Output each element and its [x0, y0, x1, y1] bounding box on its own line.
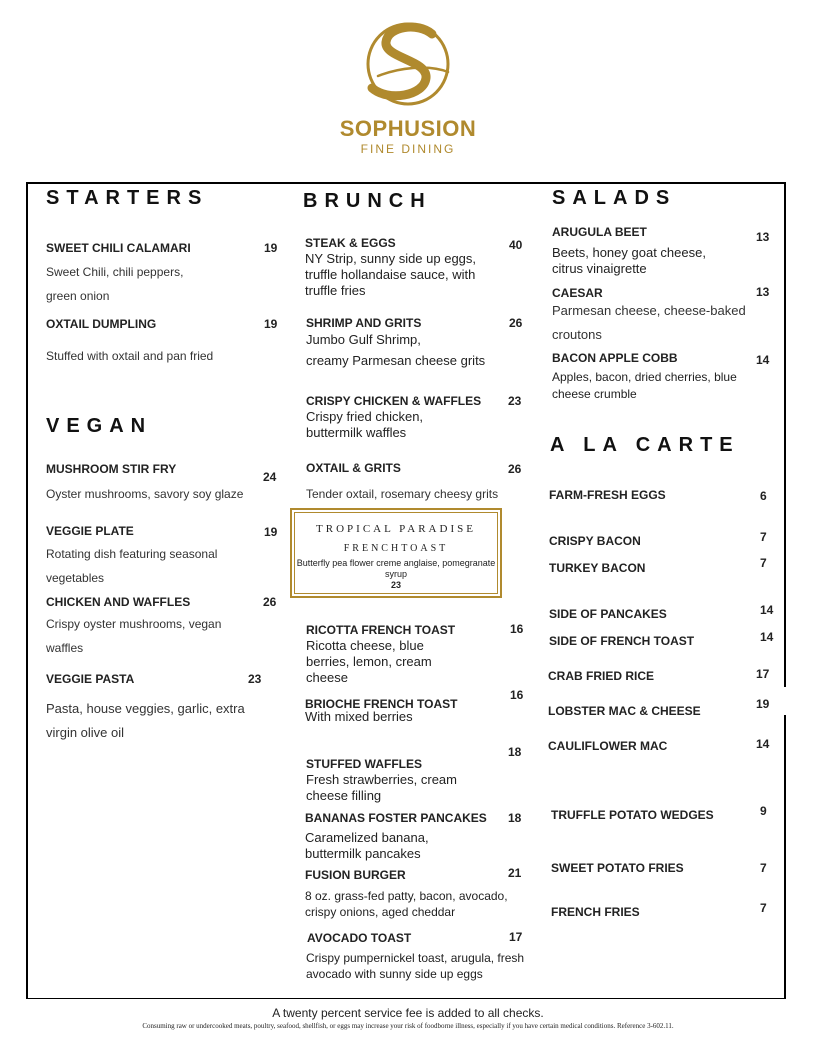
menu-item-name: CRAB FRIED RICE — [548, 669, 655, 683]
menu-item-price: 21 — [508, 866, 522, 880]
menu-item-desc: Sweet Chili, chili peppers, green onion — [46, 265, 184, 303]
menu-item-desc: NY Strip, sunny side up eggs, truffle hollandaise sauce, with truffle fries — [305, 251, 477, 298]
menu-item-desc: Rotating dish featuring seasonal vegetables — [46, 547, 218, 585]
featured-special-inner — [294, 512, 498, 594]
frame-top-rule — [26, 182, 786, 184]
menu-item-price: 7 — [760, 861, 767, 875]
menu-item-price: 13 — [756, 230, 770, 244]
menu-item-price: 9 — [760, 804, 767, 818]
menu-item-price: 13 — [756, 285, 770, 299]
menu-item-desc: Caramelized banana, buttermilk pancakes — [305, 830, 429, 861]
menu-item-desc: Fresh strawberries, cream cheese filling — [306, 772, 457, 803]
menu-item-name: OXTAIL DUMPLING — [46, 317, 157, 331]
menu-item-price: 17 — [756, 667, 770, 681]
menu-item-desc: Crispy oyster mushrooms, vegan waffles — [46, 617, 222, 655]
menu-item-name: BANANAS FOSTER PANCAKES — [305, 811, 487, 825]
menu-item-price: 26 — [509, 316, 523, 330]
menu-item-name: CHICKEN AND WAFFLES — [46, 595, 191, 609]
menu-item-name: TRUFFLE POTATO WEDGES — [551, 808, 714, 822]
featured-desc: Butterfly pea flower creme anglaise, pomegranate syrup — [296, 558, 496, 579]
vegan-heading: VEGAN — [46, 415, 153, 437]
menu-item-name: MUSHROOM STIR FRY — [46, 462, 177, 476]
menu-item-name: BRIOCHE FRENCH TOAST — [305, 697, 458, 711]
menu-item-name: FARM-FRESH EGGS — [549, 488, 666, 502]
brunch-heading: BRUNCH — [303, 190, 432, 212]
menu-item-name: FUSION BURGER — [305, 868, 406, 882]
menu-item-price: 19 — [756, 697, 770, 711]
featured-special-box — [290, 508, 502, 598]
menu-item-name: STUFFED WAFFLES — [306, 757, 422, 771]
menu-item-desc: Stuffed with oxtail and pan fried — [46, 349, 214, 363]
menu-item-desc: Beets, honey goat cheese, citrus vinaigrette — [552, 245, 706, 276]
menu-item-price: 14 — [756, 737, 770, 751]
menu-item-desc: 8 oz. grass-fed patty, bacon, avocado, crispy onions, aged cheddar — [305, 889, 508, 919]
service-fee-note: A twenty percent service fee is added to all checks. — [272, 1006, 544, 1020]
frame-left-rule — [26, 182, 28, 999]
menu-item-name: CRISPY CHICKEN & WAFFLES — [306, 394, 482, 408]
menu-item-name: TURKEY BACON — [549, 561, 646, 575]
menu-item-name: CAESAR — [552, 286, 603, 300]
menu-item-price: 19 — [264, 525, 278, 539]
menu-item-name: SWEET POTATO FRIES — [551, 861, 684, 875]
starters-heading: STARTERS — [46, 187, 209, 209]
featured-subtitle: FRENCHTOAST — [343, 543, 449, 554]
menu-item-price: 24 — [263, 470, 277, 484]
menu-item-desc: Tender oxtail, rosemary cheesy grits — [306, 487, 499, 501]
menu-item-price: 23 — [248, 672, 262, 686]
menu-item-name: SHRIMP AND GRITS — [306, 316, 422, 330]
menu-item-price: 16 — [510, 688, 524, 702]
menu-item-name: OXTAIL & GRITS — [306, 461, 401, 475]
logo-s-emblem-icon — [348, 16, 468, 112]
menu-item-price: 18 — [508, 811, 522, 825]
frame-bottom-rule — [26, 998, 786, 999]
menu-item-name: SWEET CHILI CALAMARI — [46, 241, 191, 255]
menu-item-name: BACON APPLE COBB — [552, 351, 678, 365]
menu-item-price: 14 — [756, 353, 770, 367]
alacarte-heading: A LA CARTE — [550, 434, 740, 456]
menu-item-name: VEGGIE PASTA — [46, 672, 135, 686]
salads-heading: SALADS — [552, 187, 677, 209]
frame-right-rule-upper — [784, 182, 786, 687]
menu-item-price: 40 — [509, 238, 523, 252]
menu-item-price: 7 — [760, 530, 767, 544]
menu-item-price: 7 — [760, 556, 767, 570]
menu-item-price: 6 — [760, 489, 767, 503]
menu-item-price: 18 — [508, 745, 522, 759]
featured-price: 23 — [390, 580, 401, 590]
menu-item-price: 26 — [508, 462, 522, 476]
logo — [308, 16, 508, 166]
menu-item-desc: creamy Parmesan cheese grits — [306, 353, 486, 368]
menu-item-price: 16 — [510, 622, 524, 636]
menu-item-price: 19 — [264, 317, 278, 331]
menu-item-desc: Parmesan cheese, cheese-baked croutons — [552, 303, 746, 342]
menu-item-desc: Pasta, house veggies, garlic, extra virgin olive oil — [46, 701, 245, 740]
menu-item-name: LOBSTER MAC & CHEESE — [548, 704, 701, 718]
menu-item-name: STEAK & EGGS — [305, 236, 396, 250]
menu-item-name: RICOTTA FRENCH TOAST — [306, 623, 456, 637]
menu-item-desc: Oyster mushrooms, savory soy glaze — [46, 487, 244, 501]
food-safety-disclaimer: Consuming raw or undercooked meats, poultry, seafood, shellfish, or eggs may increase your risk of foodborne illness, especially if you have certain medical conditions. Reference 3-602.11. — [142, 1022, 674, 1030]
menu-item-price: 26 — [263, 595, 277, 609]
menu-item-desc: Jumbo Gulf Shrimp, — [306, 332, 421, 347]
menu-item-price: 19 — [264, 241, 278, 255]
featured-title: TROPICAL PARADISE — [316, 523, 476, 535]
menu-item-name: VEGGIE PLATE — [46, 524, 134, 538]
menu-item-price: 14 — [760, 603, 774, 617]
menu-item-name: FRENCH FRIES — [551, 905, 640, 919]
menu-item-desc: Crispy pumpernickel toast, arugula, fresh avocado with sunny side up eggs — [306, 951, 525, 981]
menu-item-name: AVOCADO TOAST — [307, 931, 412, 945]
menu-item-price: 14 — [760, 630, 774, 644]
brand-tagline: FINE DINING — [360, 142, 456, 156]
frame-right-rule-lower — [784, 715, 786, 999]
menu-item-desc: Crispy fried chicken, buttermilk waffles — [306, 409, 424, 440]
brand-name: SOPHUSION — [339, 116, 477, 141]
menu-item-price: 17 — [509, 930, 523, 944]
menu-item-desc: Apples, bacon, dried cherries, blue cheese crumble — [552, 370, 737, 401]
menu-item-name: SIDE OF PANCAKES — [549, 607, 667, 621]
menu-item-desc: With mixed berries — [305, 709, 413, 724]
menu-item-name: CRISPY BACON — [549, 534, 641, 548]
menu-item-name: SIDE OF FRENCH TOAST — [549, 634, 695, 648]
menu-item-price: 23 — [508, 394, 522, 408]
menu-item-price: 7 — [760, 901, 767, 915]
menu-item-name: ARUGULA BEET — [552, 225, 647, 239]
menu-item-desc: Ricotta cheese, blue berries, lemon, cream cheese — [306, 638, 432, 685]
menu-item-name: CAULIFLOWER MAC — [548, 739, 668, 753]
